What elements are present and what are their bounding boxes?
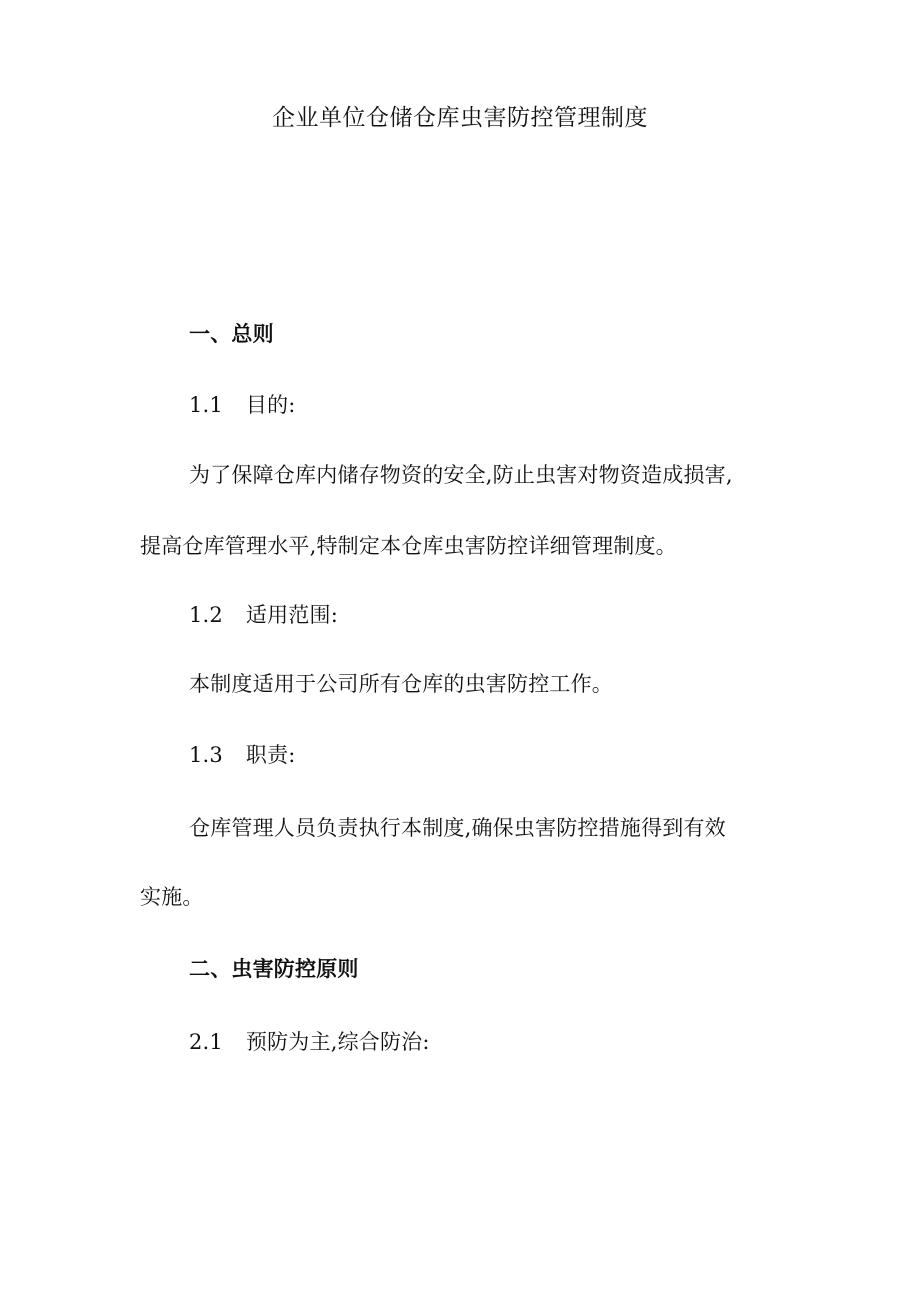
document-title: 企业单位仓储仓库虫害防控管理制度: [272, 105, 648, 131]
clause-1-2: [189, 600, 849, 630]
clause-1-3: [189, 740, 849, 770]
paragraph-line: 本制度适用于公司所有仓库的虫害防控工作。: [189, 672, 613, 696]
clause-label: 目的:: [245, 393, 296, 417]
paragraph-line: 为了保障仓库内储存物资的安全,防止虫害对物资造成损害,: [189, 463, 733, 487]
paragraph-line: 提高仓库管理水平,特制定本仓库虫害防控详细管理制度。: [140, 534, 677, 558]
section-heading-principles: 二、虫害防控原则: [189, 957, 359, 981]
paragraph-line: 实施。: [140, 885, 204, 909]
clause-number: 2.1: [189, 1030, 223, 1054]
clause-label: 预防为主,综合防治:: [245, 1030, 430, 1054]
clause-2-1: [189, 1027, 849, 1057]
clause-1-1: [189, 390, 849, 420]
clause-number: 1.3: [189, 743, 223, 767]
clause-label: 适用范围:: [245, 603, 338, 627]
section-heading-general: 一、总则: [189, 322, 274, 346]
clause-label: 职责:: [245, 743, 296, 767]
clause-number: 1.1: [189, 393, 223, 417]
paragraph-line: 仓库管理人员负责执行本制度,确保虫害防控措施得到有效: [189, 816, 726, 840]
clause-number: 1.2: [189, 603, 223, 627]
